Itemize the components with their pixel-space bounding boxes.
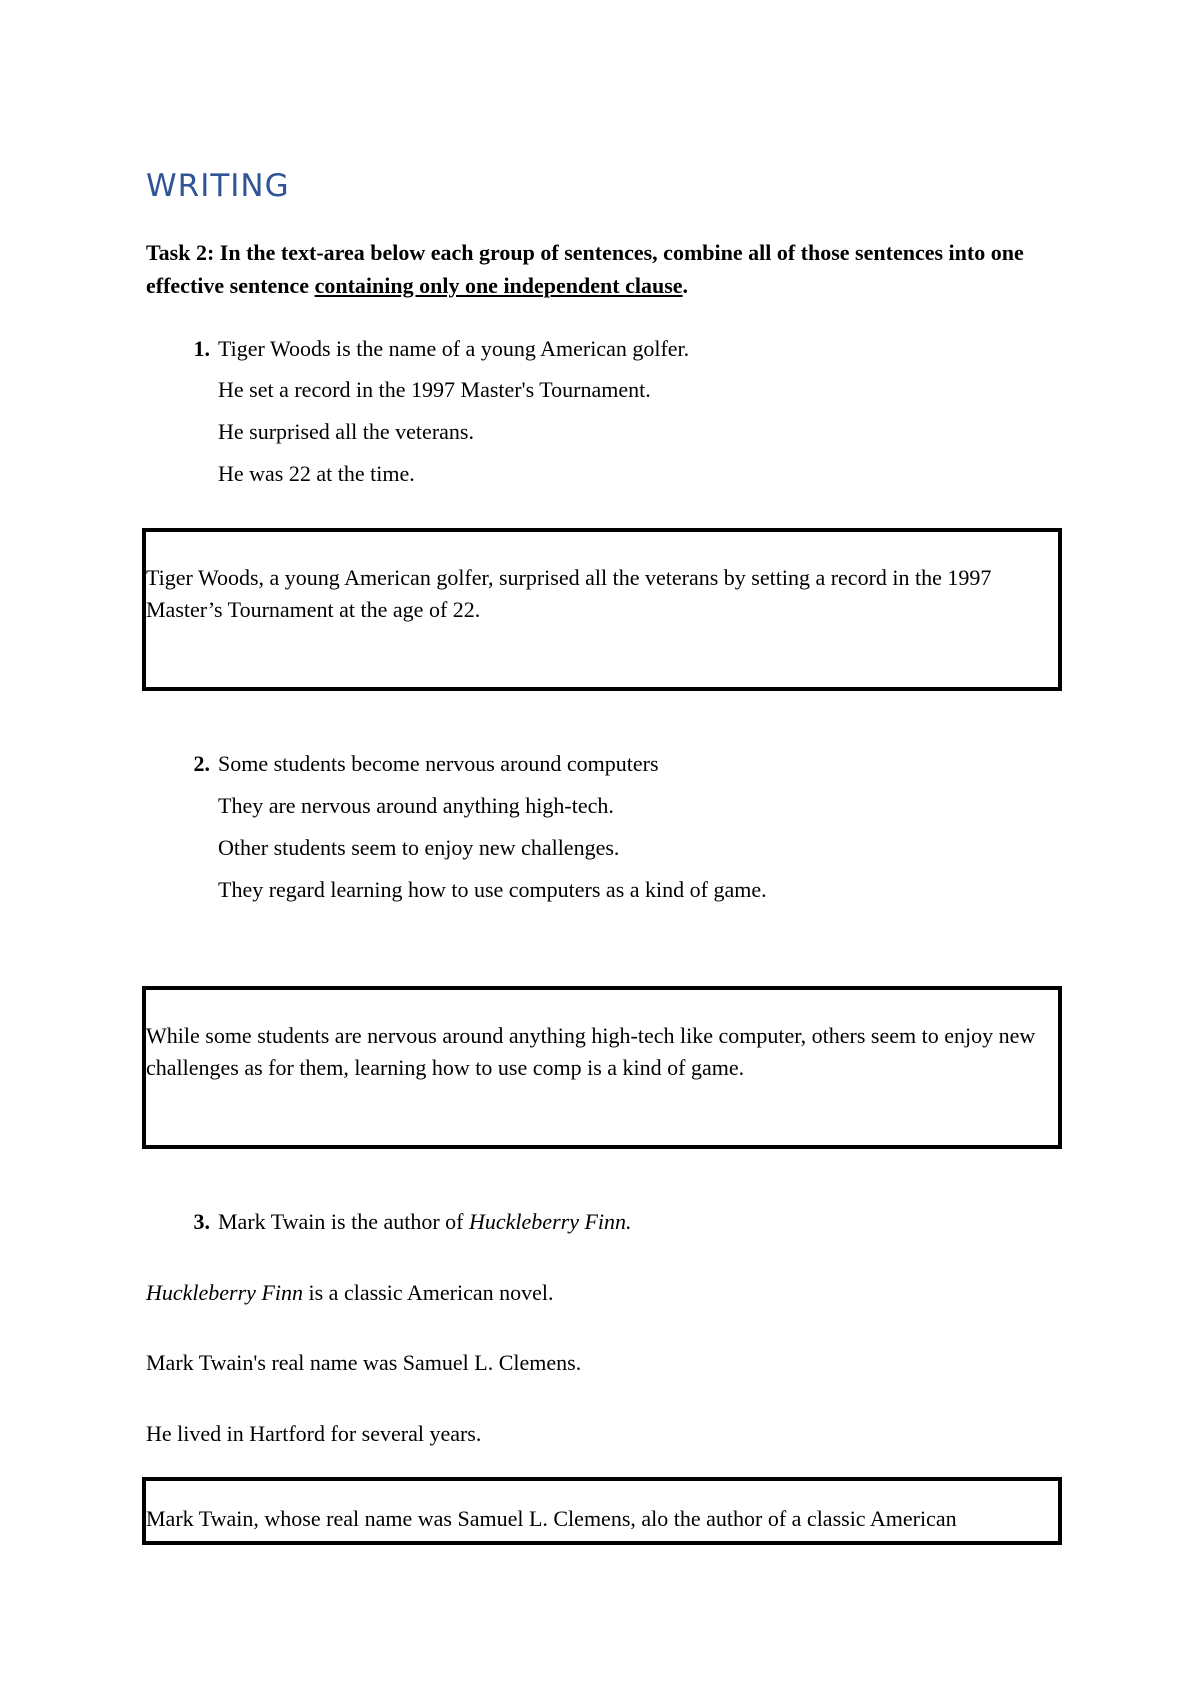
group-2-sentence-1: [146, 750, 1086, 778]
answer-text-1: Tiger Woods, a young American golfer, surprised all the veterans by setting a record in the 1997 Master’s Tournament at the age of 22.: [146, 565, 992, 622]
answer-textarea-3[interactable]: [142, 1477, 1062, 1545]
task-suffix: .: [682, 273, 689, 298]
answer-text-3: Mark Twain, whose real name was Samuel L. Clemens, alo the author of a classic American: [146, 1506, 957, 1531]
book-title: Huckleberry Finn.: [469, 1209, 632, 1234]
sentence-text: Some students become nervous around computers: [218, 751, 659, 776]
answer-text-2: While some students are nervous around anything high-tech like computer, others seem to enjoy new challenges as for them, learning how to use comp is a kind of game.: [146, 1023, 1036, 1080]
group-1-number: 1.: [193, 336, 210, 361]
task-underlined-text: containing only one independent clause: [314, 273, 683, 298]
book-title: Huckleberry Finn: [146, 1280, 303, 1305]
group-2-sentence-3: Other students seem to enjoy new challenges.: [218, 835, 620, 860]
group-1-sentence-2: He set a record in the 1997 Master's Tournament.: [218, 377, 651, 402]
sentence-text: is a classic American novel.: [303, 1280, 554, 1305]
group-3-sentence-4: He lived in Hartford for several years.: [146, 1421, 482, 1446]
group-2-sentence-4: They regard learning how to use computers as a kind of game.: [218, 877, 767, 902]
group-3-number: 3.: [193, 1209, 210, 1234]
group-1-sentence-3: He surprised all the veterans.: [218, 419, 474, 444]
answer-textarea-1[interactable]: [142, 528, 1062, 691]
group-3-sentence-1: [146, 1208, 1086, 1236]
section-heading: WRITING: [146, 168, 290, 204]
group-2-sentence-2: They are nervous around anything high-tech.: [218, 793, 614, 818]
group-3-sentence-2: [146, 1279, 553, 1307]
sentence-text: Mark Twain is the author of: [218, 1209, 470, 1234]
answer-textarea-2[interactable]: [142, 986, 1062, 1149]
task-text: Task 2: In the text-area below each group of sentences, combine all of those sentences into one effective sentence: [146, 240, 1024, 298]
sentence-text: Tiger Woods is the name of a young American golfer.: [218, 336, 690, 361]
group-1-sentence-4: He was 22 at the time.: [218, 461, 415, 486]
task-instructions: [146, 236, 1066, 302]
group-2-number: 2.: [193, 751, 210, 776]
group-3-sentence-3: Mark Twain's real name was Samuel L. Clemens.: [146, 1350, 582, 1375]
group-1-sentence-1: [146, 335, 1086, 363]
